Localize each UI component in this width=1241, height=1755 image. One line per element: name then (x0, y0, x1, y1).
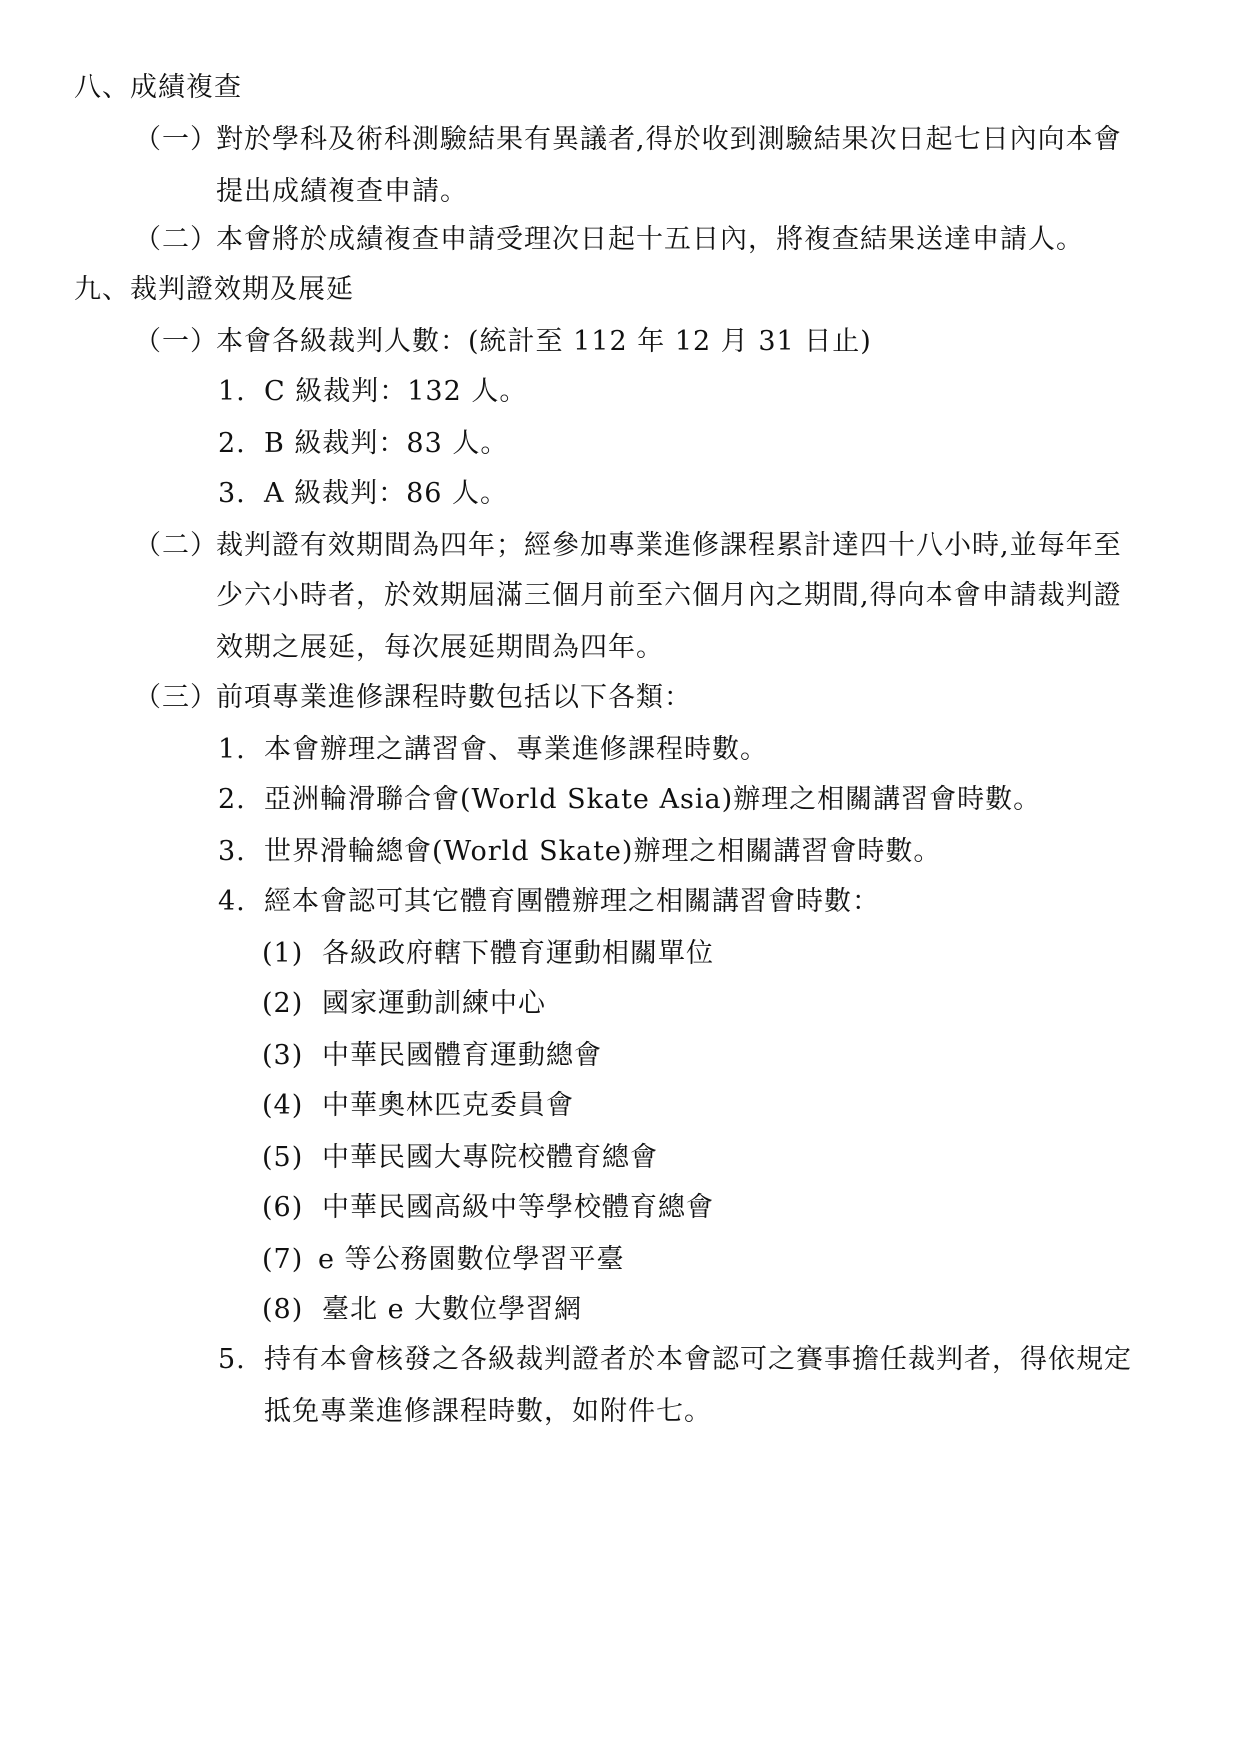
entry-text: 中華民國高級中等學校體育總會 (322, 1192, 714, 1223)
entry-label: (3) (262, 1040, 304, 1071)
subitem-label: 4. (218, 886, 246, 917)
item-label: （二） (134, 224, 218, 255)
section-heading: 八、成績複查 (74, 72, 242, 103)
section-heading: 九、裁判證效期及展延 (74, 274, 354, 305)
subitem-label: 1. (218, 734, 246, 765)
item-text-line: 裁判證有效期間為四年；經參加專業進修課程累計達四十八小時,並每年至 (216, 530, 1122, 561)
entry-label: (8) (262, 1294, 304, 1325)
subitem-label: 5. (218, 1344, 246, 1375)
subitem-text: B 級裁判：83 人。 (264, 428, 509, 459)
entry-text: 中華民國大專院校體育總會 (322, 1142, 658, 1173)
entry-label: (2) (262, 988, 304, 1019)
item-text-line: 效期之展延，每次展延期間為四年。 (216, 632, 664, 663)
subitem-label: 2. (218, 428, 246, 459)
entry-label: (4) (262, 1090, 304, 1121)
entry-label: (5) (262, 1142, 304, 1173)
item-text-line: 提出成績複查申請。 (216, 176, 468, 207)
entry-text: 各級政府轄下體育運動相關單位 (322, 938, 714, 969)
item-text-line: 本會各級裁判人數：(統計至 112 年 12 月 31 日止) (216, 326, 872, 357)
item-text-line: 前項專業進修課程時數包括以下各類： (216, 682, 692, 713)
item-label: （一） (134, 124, 218, 155)
subitem-text: C 級裁判：132 人。 (264, 376, 528, 407)
subitem-text: 世界滑輪總會(World Skate)辦理之相關講習會時數。 (264, 836, 942, 867)
subitem-label: 1. (218, 376, 246, 407)
item-label: （二） (134, 530, 218, 561)
subitem-text: A 級裁判：86 人。 (264, 478, 509, 509)
subitem-label: 3. (218, 836, 246, 867)
entry-label: (6) (262, 1192, 304, 1223)
item-text-line: 少六小時者，於效期屆滿三個月前至六個月內之期間,得向本會申請裁判證 (216, 580, 1122, 611)
entry-text: 中華民國體育運動總會 (322, 1040, 602, 1071)
entry-text: e 等公務園數位學習平臺 (318, 1244, 625, 1275)
entry-text: 中華奧林匹克委員會 (322, 1090, 574, 1121)
subitem-label: 3. (218, 478, 246, 509)
item-text-line: 對於學科及術科測驗結果有異議者,得於收到測驗結果次日起七日內向本會 (216, 124, 1122, 155)
entry-label: (1) (262, 938, 304, 969)
item-label: （三） (134, 682, 218, 713)
subitem-text: 亞洲輪滑聯合會(World Skate Asia)辦理之相關講習會時數。 (264, 784, 1042, 815)
subitem-text-continued: 抵免專業進修課程時數，如附件七。 (264, 1396, 712, 1427)
entry-text: 臺北 e 大數位學習網 (322, 1294, 583, 1325)
item-label: （一） (134, 326, 218, 357)
subitem-label: 2. (218, 784, 246, 815)
subitem-text: 經本會認可其它體育團體辦理之相關講習會時數： (264, 886, 880, 917)
subitem-text: 本會辦理之講習會、專業進修課程時數。 (264, 734, 768, 765)
entry-text: 國家運動訓練中心 (322, 988, 546, 1019)
subitem-text: 持有本會核發之各級裁判證者於本會認可之賽事擔任裁判者，得依規定 (264, 1344, 1132, 1375)
entry-label: (7) (262, 1244, 304, 1275)
item-text-line: 本會將於成績複查申請受理次日起十五日內，將複查結果送達申請人。 (216, 224, 1084, 255)
